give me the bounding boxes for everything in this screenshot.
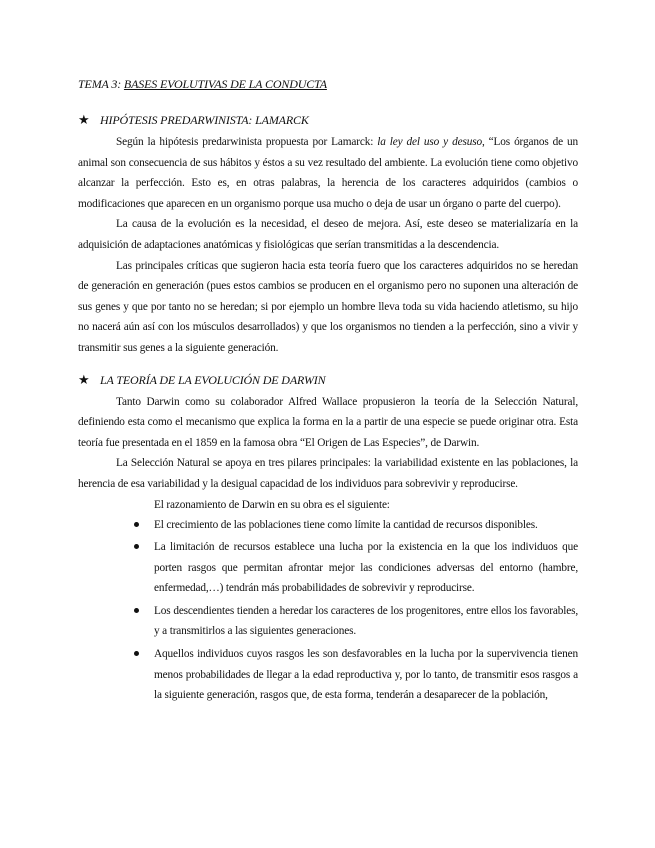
paragraph-lamarck-1 xyxy=(78,132,578,214)
list-item xyxy=(78,601,578,642)
bullet-icon xyxy=(134,608,139,613)
list-item xyxy=(78,515,578,536)
section-heading-lamarck xyxy=(78,112,578,128)
star-icon: ★ xyxy=(78,112,90,127)
paragraph-lamarck-3: Las principales críticas que sugieron hacia esta teoría fuero que los caracteres adquiridos no se heredan de generación en generación (pues estos cambios se producen en el organismo pero no suponen una alteración de sus genes y que por tanto no se heredan; si por ejemplo un hombre lleva toda su vida haciendo atletismo, su hijo no nacerá aún así con los músculos desarrollados) y que los organismos no tienden a la perfección, sino a vivir y transmitir sus genes a la siguiente generación. xyxy=(78,259,578,354)
paragraph-lamarck-2: La causa de la evolución es la necesidad, el deseo de mejora. Así, este deseo se materializaría en la adquisición de adaptaciones anatómicas y fisiológicas que serían transmitidas a la descendencia. xyxy=(78,218,578,251)
bullet-list xyxy=(78,515,578,706)
list-item-text: La limitación de recursos establece una lucha por la existencia en la que los individuos que porten rasgos que permitan afrontar mejor las condiciones adversas del entorno (hambre, enfermedad,…) tendrán más probabilidades de sobrevivir y reproducirse. xyxy=(154,541,578,595)
list-item-text: Aquellos individuos cuyos rasgos les son desfavorables en la lucha por la supervivencia tienen menos probabilidades de llegar a la edad reproductiva y, por lo tanto, de transmitir esos rasgos a la siguiente generación, rasgos que, de esta forma, tenderán a desaparecer de la población, xyxy=(154,648,578,702)
paragraph-darwin-intro: El razonamiento de Darwin en su obra es el siguiente: xyxy=(154,498,390,511)
paragraph-darwin-1: Tanto Darwin como su colaborador Alfred Wallace propusieron la teoría de la Selección Natural, definiendo esta como el mecanismo que explica la forma en la a partir de una especie se puede originar otra. Esta teoría fue presentada en el 1859 en la famosa obra “El Origen de Las Especies”, de Darwin. xyxy=(78,395,578,449)
section-heading-darwin xyxy=(78,372,578,388)
emphasis-text: la ley del uso y desuso xyxy=(377,136,482,148)
list-item-text: Los descendientes tienden a heredar los caracteres de los progenitores, entre ellos los favorables, y a transmitirlos a las siguientes generaciones. xyxy=(154,604,578,638)
list-item-text: El crecimiento de las poblaciones tiene como límite la cantidad de recursos disponibles. xyxy=(154,518,538,531)
section-heading-text: HIPÓTESIS PREDARWINISTA: LAMARCK xyxy=(100,113,309,127)
paragraph-darwin-2: La Selección Natural se apoya en tres pilares principales: la variabilidad existente en las poblaciones, la herencia de esa variabilidad y la desigual capacidad de los individuos para sobrevivir y reproducirse. xyxy=(78,457,578,490)
section-heading-text: LA TEORÍA DE LA EVOLUCIÓN DE DARWIN xyxy=(100,372,326,387)
list-item xyxy=(78,644,578,706)
page-title xyxy=(78,76,578,92)
spacer xyxy=(78,359,578,372)
document-page xyxy=(78,76,578,708)
paragraph-text: Según la hipótesis predarwinista propuesta por Lamarck: xyxy=(116,136,378,148)
title-underlined: BASES EVOLUTIVAS DE LA CONDUCTA xyxy=(123,77,327,91)
list-item xyxy=(78,537,578,599)
bullet-icon xyxy=(134,544,139,549)
bullet-icon xyxy=(134,651,139,656)
paragraph-text: , “Los órganos de un animal son consecuencia de sus hábitos y éstos a su vez resultado del ambiente. La evolución tiene como objetivo alcanzar la perfección. Esto es, en otras palabras, la herencia de los caracteres adquiridos (cambios o modificaciones que aparecen en un organismo porque usa mucho o deja de usar un órgano o parte del cuerpo). xyxy=(78,136,579,210)
bullet-icon xyxy=(134,522,139,527)
star-icon: ★ xyxy=(78,371,90,387)
title-prefix: TEMA 3: xyxy=(78,77,124,91)
